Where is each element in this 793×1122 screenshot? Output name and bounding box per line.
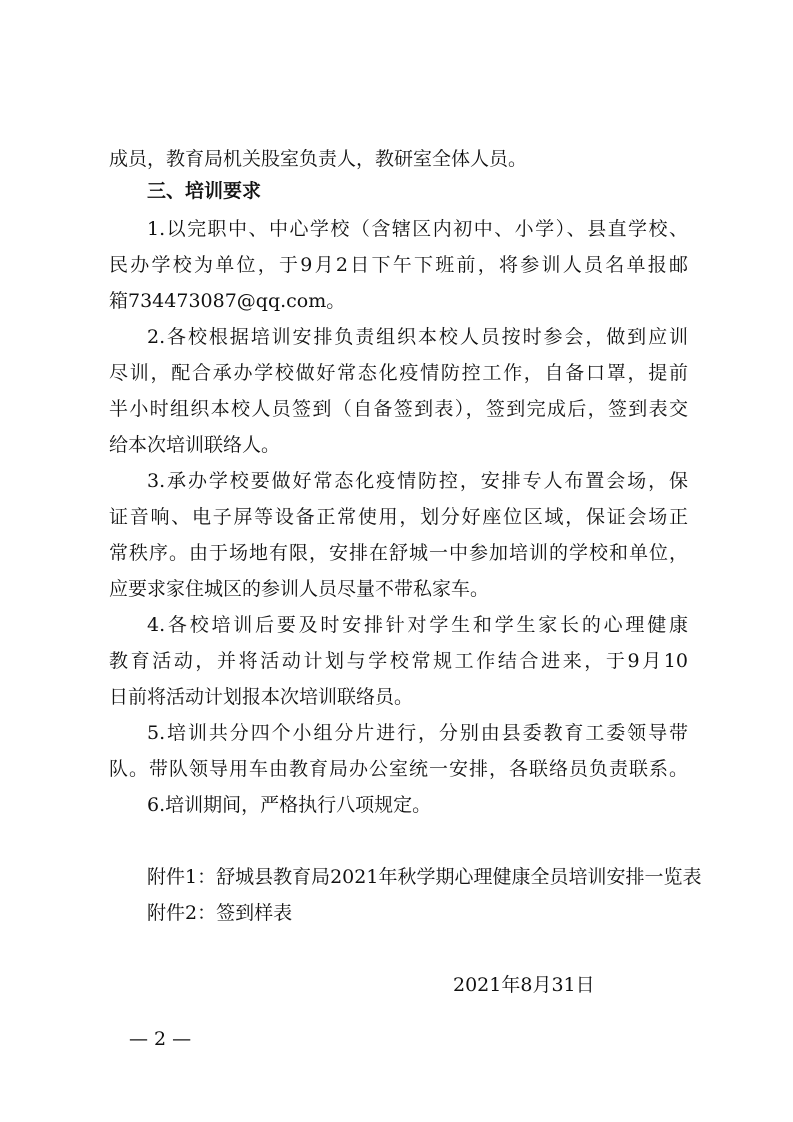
body-line-12: 常秩序。由于场地有限，安排在舒城一中参加培训的学校和单位， xyxy=(109,542,688,564)
body-line-3: 1.以完职中、中心学校（含辖区内初中、小学）、县直学校、 xyxy=(147,218,688,240)
body-line-1: 成员，教育局机关股室负责人，教研室全体人员。 xyxy=(109,148,528,170)
body-line-9: 给本次培训联络人。 xyxy=(109,434,281,456)
body-line-14: 4.各校培训后要及时安排针对学生和学生家长的心理健康 xyxy=(147,614,688,636)
body-line-15: 教育活动，并将活动计划与学校常规工作结合进来，于9月10 xyxy=(109,650,688,672)
page-number: — 2 — xyxy=(129,1028,192,1050)
body-line-17: 5.培训共分四个小组分片进行，分别由县委教育工委领导带 xyxy=(147,722,688,744)
document-date: 2021年8月31日 xyxy=(453,974,595,996)
body-line-10: 3.承办学校要做好常态化疫情防控，安排专人布置会场，保 xyxy=(147,470,688,492)
body-line-4: 民办学校为单位，于9月2日下午下班前，将参训人员名单报邮 xyxy=(109,254,688,276)
body-line-8: 半小时组织本校人员签到（自备签到表），签到完成后，签到表交 xyxy=(109,398,688,420)
body-line-16: 日前将活动计划报本次培训联络员。 xyxy=(109,686,414,708)
section-heading: 三、培训要求 xyxy=(147,180,262,202)
body-line-19: 6.培训期间，严格执行八项规定。 xyxy=(147,794,432,816)
email-line: 箱734473087@qq.com。 xyxy=(109,290,346,312)
body-line-6: 2.各校根据培训安排负责组织本校人员按时参会，做到应训 xyxy=(147,326,688,348)
body-line-7: 尽训，配合承办学校做好常态化疫情防控工作，自备口罩，提前 xyxy=(109,362,688,384)
body-line-11: 证音响、电子屏等设备正常使用，划分好座位区域，保证会场正 xyxy=(109,506,688,528)
attachment-2: 附件2：签到样表 xyxy=(147,902,293,924)
attachment-1: 附件1：舒城县教育局2021年秋学期心理健康全员培训安排一览表 xyxy=(147,866,702,888)
body-line-18: 队。带队领导用车由教育局办公室统一安排，各联络员负责联系。 xyxy=(109,758,688,780)
body-line-13: 应要求家住城区的参训人员尽量不带私家车。 xyxy=(109,578,490,600)
